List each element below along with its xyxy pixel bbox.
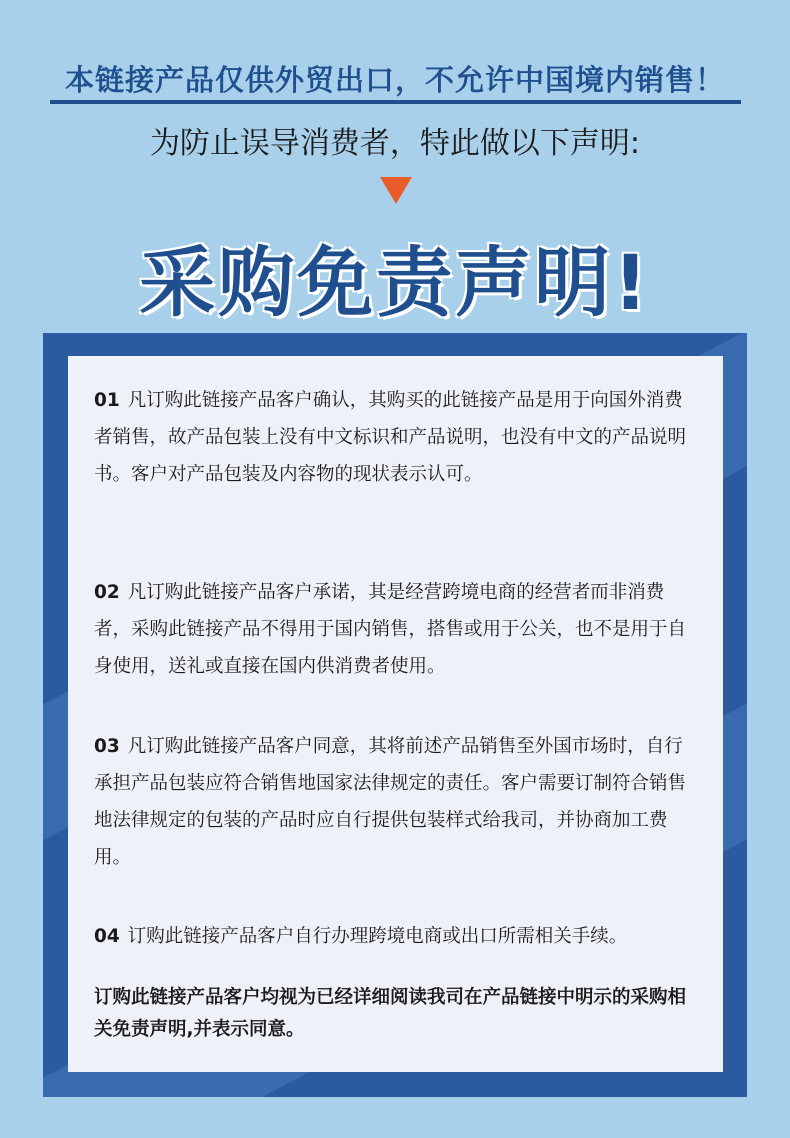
- down-arrow-icon: [380, 177, 412, 204]
- clause-text: 凡订购此链接产品客户承诺，其是经营跨境电商的经营者而非消费者，采购此链接产品不得用于国内销售，搭售或用于公关，也不是用于自身使用，送礼或直接在国内供消费者使用。: [94, 582, 687, 677]
- clause-text: 凡订购此链接产品客户确认，其购买的此链接产品是用于向国外消费者销售，故产品包装上没有中文标识和产品说明，也没有中文的产品说明书。客户对产品包装及内容物的现状表示认可。: [94, 390, 687, 485]
- clause-number: 01: [94, 390, 120, 411]
- top-title: 本链接产品仅供外贸出口，不允许中国境内销售！: [64, 63, 725, 97]
- clause-04: [94, 918, 699, 955]
- subtitle: 为防止误导消费者，特此做以下声明:: [149, 126, 641, 161]
- clause-number: 02: [94, 582, 120, 603]
- closing-statement: 订购此链接产品客户均视为已经详细阅读我司在产品链接中明示的采购相关免责声明,并表示同意。: [94, 987, 687, 1040]
- clause-text: 订购此链接产品客户自行办理跨境电商或出口所需相关手续。: [127, 926, 628, 947]
- clause-number: 03: [94, 736, 120, 757]
- main-title: 采购免责声明!: [139, 238, 651, 327]
- clause-number: 04: [94, 926, 120, 947]
- clause-03: [94, 728, 699, 876]
- clause-01: [94, 382, 699, 493]
- title-underline: [50, 100, 741, 104]
- clause-02: [94, 574, 699, 685]
- clause-text: 凡订购此链接产品客户同意，其将前述产品销售至外国市场时，自行承担产品包装应符合销售地国家法律规定的责任。客户需要订制符合销售地法律规定的包装的产品时应自行提供包装样式给我司，并协商加工费用。: [94, 736, 687, 868]
